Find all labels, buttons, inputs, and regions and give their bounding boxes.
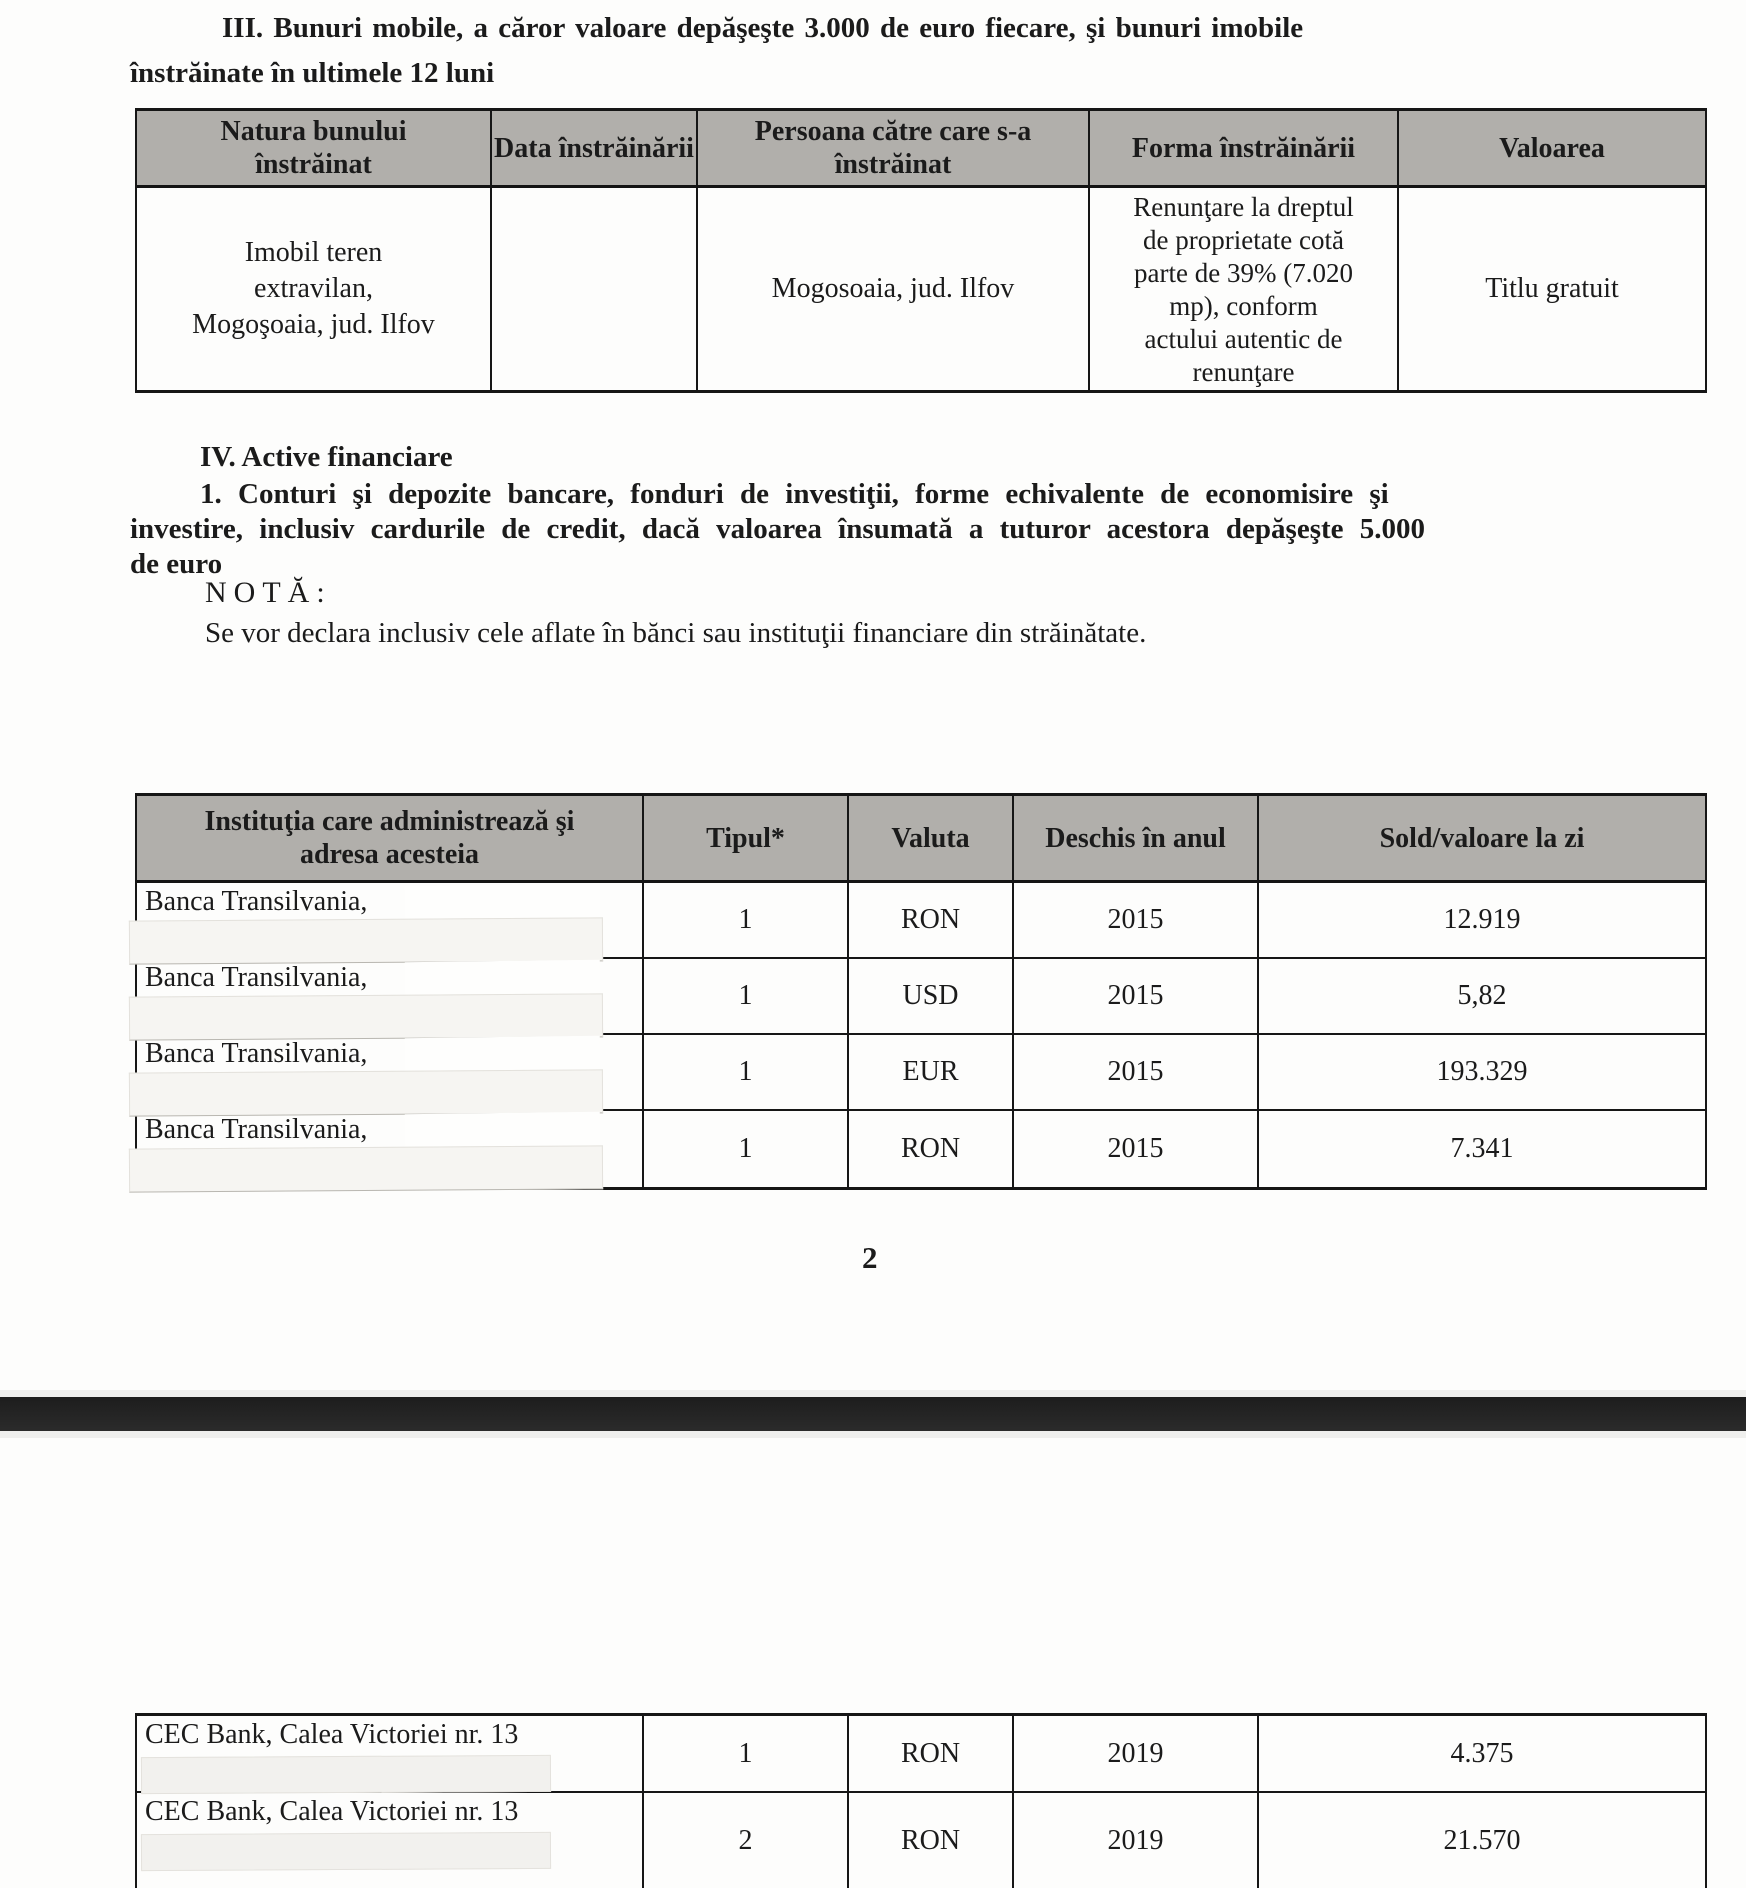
cell-line: parte de 39% (7.020 — [1134, 258, 1353, 288]
redaction-box — [129, 917, 603, 964]
cell-valuta: RON — [847, 1716, 1012, 1793]
heading-line: înstrăinate în ultimele 12 luni — [130, 57, 495, 89]
cell-line: Renunţare la dreptul — [1133, 192, 1354, 222]
redaction-box — [129, 1145, 603, 1192]
redaction-box — [141, 1832, 551, 1871]
column-header-natura: Natura bunului înstrăinat — [137, 111, 490, 188]
column-header-valoarea: Valoarea — [1397, 111, 1705, 188]
cell-deschis: 2019 — [1012, 1793, 1257, 1888]
cell-deschis: 2015 — [1012, 1111, 1257, 1187]
cell-sold: 5,82 — [1257, 959, 1705, 1035]
cell-sold: 12.919 — [1257, 883, 1705, 959]
cell-persoana: Mogosoaia, jud. Ilfov — [696, 188, 1088, 390]
cell-line: de proprietate cotă — [1143, 225, 1344, 255]
page-number: 2 — [862, 1240, 878, 1275]
column-header-forma: Forma înstrăinării — [1088, 111, 1397, 188]
section-iv-paragraph — [130, 477, 1425, 582]
institution-name: Banca Transilvania, — [145, 1038, 368, 1069]
cell-line: actului autentic de — [1144, 324, 1343, 354]
cell-institution — [137, 1716, 642, 1793]
cell-tipul: 2 — [642, 1793, 847, 1888]
cell-sold: 4.375 — [1257, 1716, 1705, 1793]
cell-tipul: 1 — [642, 1716, 847, 1793]
cell-forma-instrainarii — [1088, 188, 1397, 390]
cell-line: Imobil teren — [244, 237, 383, 268]
nota-label: NOTĂ: — [205, 576, 332, 609]
goods-disposed-table — [135, 108, 1707, 393]
paragraph-line: 1. Conturi şi depozite bancare, fonduri de investiţii, forme echivalente de economisire şi — [200, 478, 1389, 510]
cell-tipul: 1 — [642, 959, 847, 1035]
page-edge-strip — [0, 1431, 1746, 1438]
cell-natura-bunului — [137, 188, 490, 390]
cell-valuta: RON — [847, 1111, 1012, 1187]
cell-institution — [137, 1111, 642, 1187]
institution-name: Banca Transilvania, — [145, 962, 368, 993]
column-header-valuta: Valuta — [847, 796, 1012, 883]
cell-tipul: 1 — [642, 1111, 847, 1187]
cell-tipul: 1 — [642, 1035, 847, 1111]
column-header-persoana: Persoana către care s-a înstrăinat — [696, 111, 1088, 188]
column-header-deschis: Deschis în anul — [1012, 796, 1257, 883]
cell-valuta: RON — [847, 1793, 1012, 1888]
column-header-sold: Sold/valoare la zi — [1257, 796, 1705, 883]
page-edge-strip — [0, 1390, 1746, 1397]
cell-sold: 21.570 — [1257, 1793, 1705, 1888]
cell-institution — [137, 959, 642, 1035]
page-divider-bar — [0, 1397, 1746, 1431]
cell-deschis: 2019 — [1012, 1716, 1257, 1793]
cell-line: mp), conform — [1169, 291, 1318, 321]
cell-deschis: 2015 — [1012, 883, 1257, 959]
cell-valuta: USD — [847, 959, 1012, 1035]
bank-accounts-table-continued — [135, 1713, 1707, 1888]
section-iv-heading: IV. Active financiare — [200, 441, 453, 473]
column-header-data: Data înstrăinării — [490, 111, 696, 188]
cell-sold: 193.329 — [1257, 1035, 1705, 1111]
heading-line: III. Bunuri mobile, a căror valoare depăşeşte 3.000 de euro fiecare, şi bunuri imobile — [222, 12, 1304, 44]
cell-line: extravilan, — [254, 273, 373, 304]
cell-valuta: RON — [847, 883, 1012, 959]
nota-text: Se vor declara inclusiv cele aflate în bănci sau instituţii financiare din străinătate. — [205, 617, 1147, 649]
section-iii-heading — [130, 6, 1460, 96]
cell-deschis: 2015 — [1012, 1035, 1257, 1111]
cell-valuta: EUR — [847, 1035, 1012, 1111]
paragraph-line: de euro — [130, 548, 223, 580]
paragraph-line: investire, inclusiv cardurile de credit, dacă valoarea însumată a tuturor acestora depăşeşte 5.000 — [130, 513, 1426, 545]
cell-institution — [137, 1035, 642, 1111]
redaction-box — [129, 993, 603, 1040]
cell-institution — [137, 883, 642, 959]
cell-tipul: 1 — [642, 883, 847, 959]
bank-accounts-table — [135, 793, 1707, 1190]
cell-line: renunţare — [1192, 357, 1295, 387]
institution-name: CEC Bank, Calea Victoriei nr. 13 — [145, 1719, 519, 1750]
cell-valoarea: Titlu gratuit — [1397, 188, 1705, 390]
column-header-tipul: Tipul* — [642, 796, 847, 883]
institution-name: Banca Transilvania, — [145, 1114, 368, 1145]
column-header-institutia: Instituţia care administrează şi adresa acesteia — [137, 796, 642, 883]
institution-name: CEC Bank, Calea Victoriei nr. 13 — [145, 1796, 519, 1827]
cell-sold: 7.341 — [1257, 1111, 1705, 1187]
institution-name: Banca Transilvania, — [145, 886, 368, 917]
cell-line: Mogoşoaia, jud. Ilfov — [192, 309, 435, 340]
cell-data-instrainarii — [490, 188, 696, 390]
redaction-box — [129, 1069, 603, 1116]
redaction-box — [141, 1755, 551, 1794]
cell-institution — [137, 1793, 642, 1888]
cell-deschis: 2015 — [1012, 959, 1257, 1035]
